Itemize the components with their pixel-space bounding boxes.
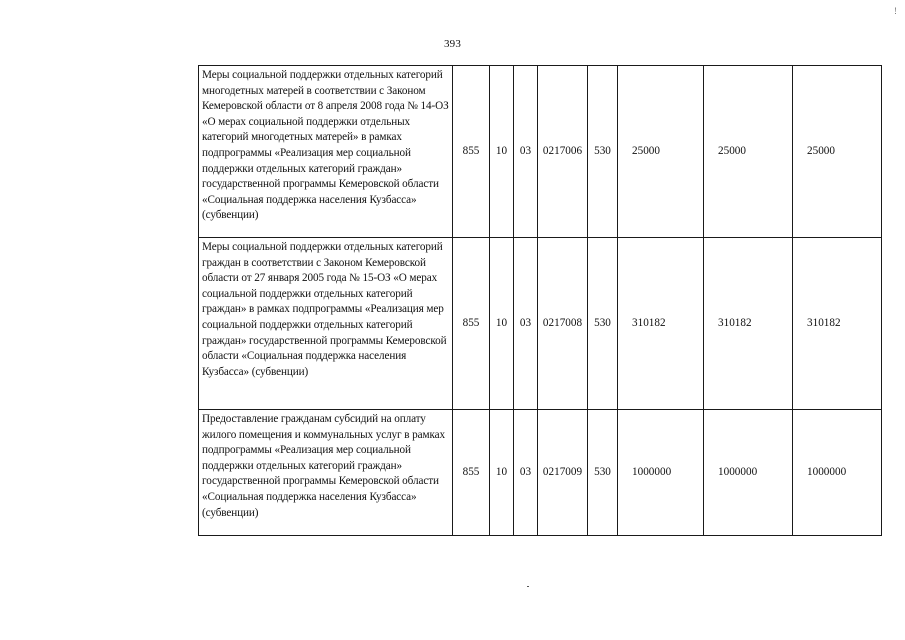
expense-type-code: 530 xyxy=(588,66,618,238)
ministry-code: 855 xyxy=(453,238,490,410)
amount-year-1: 25000 xyxy=(618,66,704,238)
corner-mark: ! xyxy=(894,6,897,16)
amount-year-2: 1000000 xyxy=(704,410,793,536)
expense-type-code: 530 xyxy=(588,410,618,536)
section-code: 10 xyxy=(490,238,514,410)
target-code: 0217008 xyxy=(538,238,588,410)
row-description: Предоставление гражданам субсидий на оплату жилого помещения и коммунальных услуг в рамках подпрограммы «Реализация мер социальной поддержки отдельных категорий граждан» государственной программы Кемеровской области «Социальная поддержка населения Кузбасса» (субвенции) xyxy=(199,410,453,536)
table-row xyxy=(199,410,882,536)
amount-year-1: 1000000 xyxy=(618,410,704,536)
scan-speck xyxy=(527,586,529,587)
table-row xyxy=(199,238,882,410)
amount-year-2: 310182 xyxy=(704,238,793,410)
row-description: Меры социальной поддержки отдельных категорий граждан в соответствии с Законом Кемеровской области от 27 января 2005 года № 15-ОЗ «О мерах социальной поддержки отдельных категорий граждан» в рамках подпрограммы «Реализация мер социальной поддержки отдельных категорий граждан» государственной программы Кемеровской области «Социальная поддержка населения Кузбасса» (субвенции) xyxy=(199,238,453,410)
page-number: 393 xyxy=(443,38,462,50)
ministry-code: 855 xyxy=(453,66,490,238)
table-row xyxy=(199,66,882,238)
section-code: 10 xyxy=(490,66,514,238)
amount-year-3: 25000 xyxy=(793,66,882,238)
subsection-code: 03 xyxy=(514,238,538,410)
ministry-code: 855 xyxy=(453,410,490,536)
budget-table xyxy=(198,65,882,536)
subsection-code: 03 xyxy=(514,410,538,536)
amount-year-3: 310182 xyxy=(793,238,882,410)
row-description: Меры социальной поддержки отдельных категорий многодетных матерей в соответствии с Законом Кемеровской области от 8 апреля 2008 года № 14-ОЗ «О мерах социальной поддержки отдельных категорий многодетных матерей» в рамках подпрограммы «Реализация мер социальной поддержки отдельных категорий граждан» государственной программы Кемеровской области «Социальная поддержка населения Кузбасса» (субвенции) xyxy=(199,66,453,238)
amount-year-2: 25000 xyxy=(704,66,793,238)
subsection-code: 03 xyxy=(514,66,538,238)
target-code: 0217009 xyxy=(538,410,588,536)
target-code: 0217006 xyxy=(538,66,588,238)
amount-year-1: 310182 xyxy=(618,238,704,410)
section-code: 10 xyxy=(490,410,514,536)
amount-year-3: 1000000 xyxy=(793,410,882,536)
expense-type-code: 530 xyxy=(588,238,618,410)
